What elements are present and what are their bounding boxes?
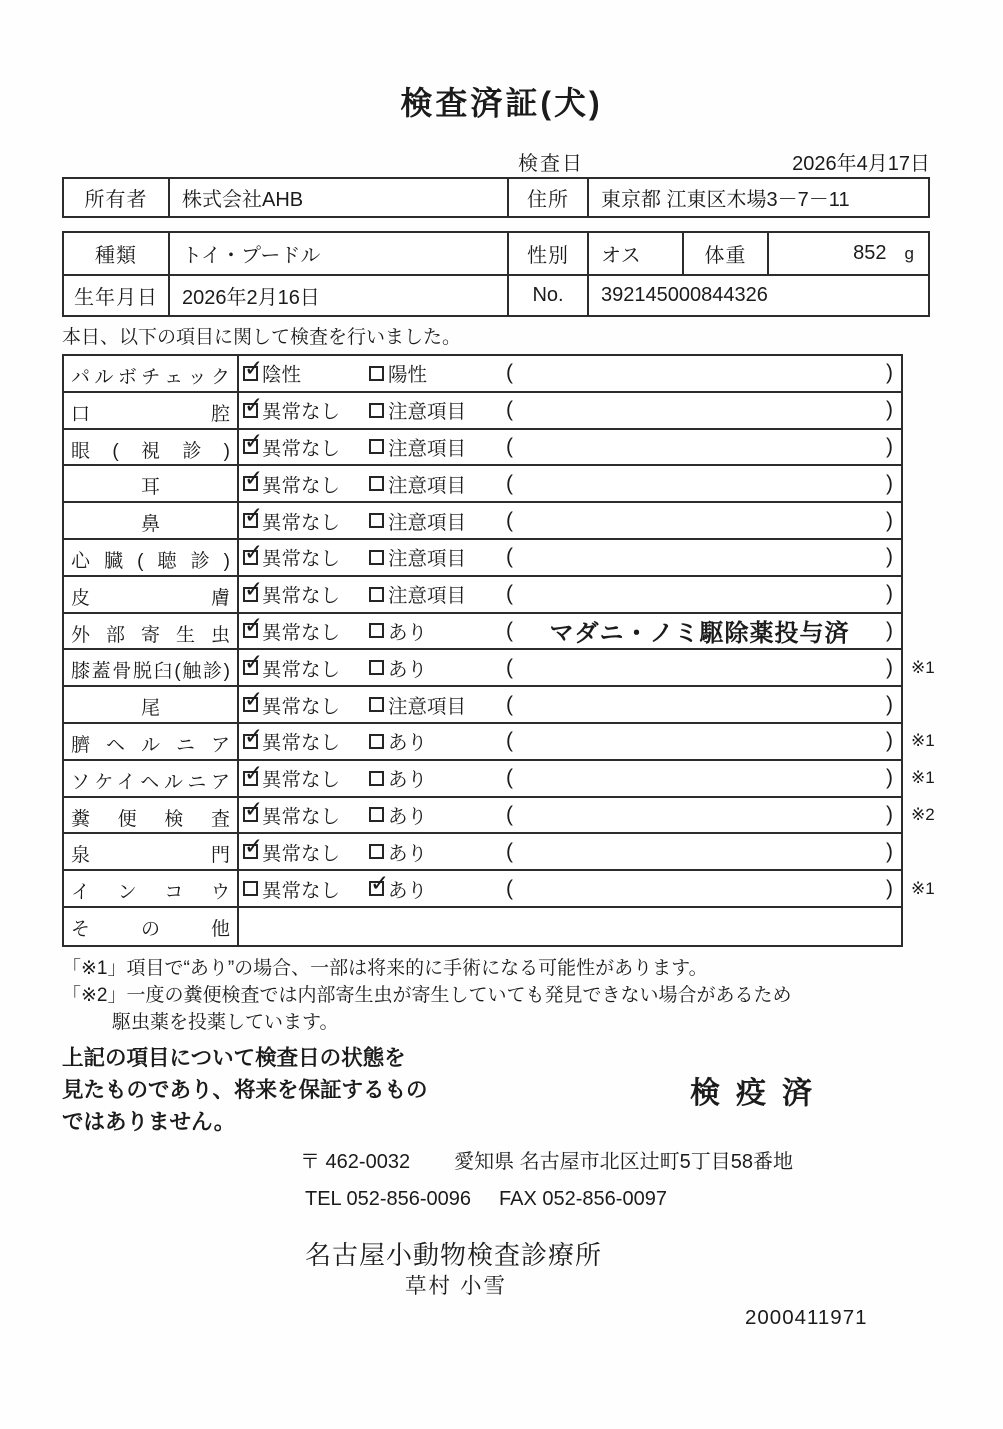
checkmark-icon: ✓	[244, 575, 264, 602]
remarks-note: マダニ・ノミ駆除薬投与済	[549, 620, 850, 648]
remarks-field	[506, 398, 901, 422]
paren-open: (	[506, 876, 513, 900]
footnote-2-line1: 「※2」一度の糞便検査では内部寄生虫が寄生していても発見できない場合があるため	[62, 984, 792, 1006]
checkmark-icon: ✓	[244, 391, 264, 418]
paren-open: (	[506, 545, 513, 569]
item-label: 鼻	[64, 503, 239, 538]
checkbox-empty-icon	[369, 660, 384, 675]
checkbox-empty-icon	[369, 439, 384, 454]
option	[243, 538, 369, 571]
checkbox-empty-icon	[369, 734, 384, 749]
paren-close: )	[886, 839, 893, 863]
option	[243, 502, 369, 535]
option	[369, 870, 506, 903]
option	[243, 575, 369, 608]
address-label: 住所	[507, 179, 587, 216]
weight-value: 852	[853, 242, 887, 264]
option-label: 異常なし	[262, 621, 341, 644]
checkmark-icon: ✓	[244, 465, 264, 492]
item-result	[239, 834, 901, 869]
remarks-field	[506, 613, 901, 648]
item-label: ソケイヘルニア	[64, 761, 239, 796]
item-result	[239, 540, 901, 575]
option-label: あり	[388, 732, 428, 755]
checkbox-checked-icon	[243, 686, 264, 713]
checkmark-icon: ✓	[244, 612, 264, 639]
checklist-row	[64, 356, 901, 393]
checklist-row	[64, 430, 901, 467]
option-label: 陰性	[262, 364, 302, 387]
checkbox-checked-icon	[243, 538, 264, 565]
paren-open: (	[506, 508, 513, 532]
option	[369, 359, 506, 387]
option	[243, 796, 369, 829]
option-label: 異常なし	[262, 732, 341, 755]
checkbox-empty-icon	[369, 366, 384, 381]
item-result	[239, 430, 901, 465]
option	[243, 722, 369, 755]
paren-close: )	[886, 434, 893, 458]
paren-close: )	[886, 398, 893, 422]
remarks-field	[506, 729, 901, 753]
item-result	[239, 356, 901, 391]
sex-value: オス	[587, 233, 682, 274]
checkmark-icon: ✓	[244, 722, 264, 749]
checkbox-checked-icon	[243, 428, 264, 455]
checkmark-icon: ✓	[244, 538, 264, 565]
checklist-row	[64, 466, 901, 503]
option-label: 異常なし	[262, 805, 341, 828]
clinic-tel: TEL 052-856-0096	[305, 1187, 472, 1210]
option-label: 異常なし	[262, 769, 341, 792]
item-result	[239, 614, 901, 649]
checkbox-empty-icon	[369, 513, 384, 528]
checkbox-empty-icon	[369, 697, 384, 712]
option	[369, 691, 506, 719]
option	[243, 428, 369, 461]
option	[243, 649, 369, 682]
checkbox-empty-icon	[369, 771, 384, 786]
remarks-field	[506, 472, 901, 496]
item-result	[239, 393, 901, 428]
option-label: あり	[388, 621, 428, 644]
item-label: 膝蓋骨脱臼(触診)	[64, 650, 239, 685]
option-label: 注意項目	[388, 401, 467, 424]
checklist-row	[64, 393, 901, 430]
checkbox-checked-icon	[243, 722, 264, 749]
paren-open: (	[506, 398, 513, 422]
option	[243, 686, 369, 719]
checkbox-checked-icon	[243, 612, 264, 639]
footnote-ref: ※1	[911, 878, 935, 898]
item-label: 心臓(聴診)	[64, 540, 239, 575]
clinic-name: 名古屋小動物検査診療所	[305, 1239, 603, 1270]
checklist-row	[64, 834, 901, 871]
owner-table	[62, 177, 930, 218]
option	[243, 759, 369, 792]
checkmark-icon: ✓	[244, 428, 264, 455]
document-title: 検査済証(犬)	[400, 85, 603, 121]
item-result	[239, 908, 901, 945]
option	[243, 465, 369, 498]
serial-number: 2000411971	[745, 1305, 868, 1329]
item-label: 尾	[64, 687, 239, 722]
footnote-2-line2: 駆虫薬を投薬しています。	[112, 1011, 339, 1033]
checkmark-icon: ✓	[244, 686, 264, 713]
exam-date-label: 検査日	[518, 152, 584, 175]
option	[243, 875, 369, 903]
option	[369, 838, 506, 866]
option	[369, 727, 506, 755]
item-result	[239, 724, 901, 759]
checkmark-icon: ✓	[244, 502, 264, 529]
option-label: 注意項目	[388, 474, 467, 497]
item-label: 外部寄生虫	[64, 614, 239, 649]
option	[243, 391, 369, 424]
sex-label: 性別	[507, 233, 587, 274]
paren-close: )	[886, 655, 893, 679]
option-label: あり	[388, 879, 428, 902]
breed-label: 種類	[95, 245, 137, 267]
option-label: 注意項目	[388, 695, 467, 718]
pet-table	[62, 231, 930, 317]
remarks-field	[506, 803, 901, 827]
option-label: 異常なし	[262, 401, 341, 424]
paren-close: )	[886, 729, 893, 753]
item-result	[239, 761, 901, 796]
paren-close: )	[886, 361, 893, 385]
remarks-field	[506, 361, 901, 385]
remarks-field	[506, 877, 901, 901]
footnote-ref: ※1	[911, 768, 935, 788]
paren-open: (	[506, 729, 513, 753]
footnote-ref: ※2	[911, 804, 935, 824]
option-label: あり	[388, 658, 428, 681]
option-label: 注意項目	[388, 585, 467, 608]
item-label: 泉門	[64, 834, 239, 869]
paren-open: (	[506, 618, 513, 642]
item-result	[239, 577, 901, 612]
checkbox-checked-icon	[243, 796, 264, 823]
owner-label: 所有者	[84, 189, 148, 211]
option-label: あり	[388, 805, 428, 828]
clinic-postal: 〒 462-0032	[300, 1150, 411, 1173]
checkbox-checked-icon	[243, 391, 264, 418]
checkbox-checked-icon	[243, 833, 264, 860]
paren-close: )	[886, 766, 893, 790]
footnote-1: 「※1」項目で“あり”の場合、一部は将来的に手術になる可能性があります。	[62, 957, 708, 979]
item-result	[239, 798, 901, 833]
option	[243, 354, 369, 387]
remarks-field	[506, 582, 901, 606]
option	[369, 654, 506, 682]
checkbox-checked-icon	[369, 870, 390, 897]
option-label: 異常なし	[262, 695, 341, 718]
option-label: 注意項目	[388, 437, 467, 460]
option-label: 異常なし	[262, 879, 341, 902]
clinic-address-line	[300, 1146, 930, 1173]
disclaimer-line: 上記の項目について検査日の状態を	[62, 1045, 406, 1070]
option-label: あり	[388, 842, 428, 865]
paren-open: (	[506, 434, 513, 458]
checklist-row	[64, 577, 901, 614]
item-result	[239, 503, 901, 538]
option	[369, 396, 506, 424]
checkbox-checked-icon	[243, 575, 264, 602]
checkbox-checked-icon	[243, 649, 264, 676]
item-label: 眼(視診)	[64, 430, 239, 465]
checkbox-empty-icon	[369, 807, 384, 822]
option-label: 異常なし	[262, 585, 341, 608]
remarks-field	[506, 509, 901, 533]
clinic-address: 愛知県 名古屋市北区辻町5丁目58番地	[454, 1150, 794, 1173]
item-label: 臍ヘルニア	[64, 724, 239, 759]
option	[369, 764, 506, 792]
remarks-field	[506, 840, 901, 864]
checklist-row	[64, 649, 935, 687]
option	[369, 507, 506, 535]
paren-open: (	[506, 692, 513, 716]
checkbox-empty-icon	[369, 587, 384, 602]
option-label: 注意項目	[388, 548, 467, 571]
item-label: 耳	[64, 466, 239, 501]
no-label: No.	[507, 276, 587, 315]
no-value: 392145000844326	[587, 276, 928, 315]
disclaimer-line: 見たものであり、将来を保証するもの	[62, 1077, 428, 1102]
checkbox-empty-icon	[369, 550, 384, 565]
disclaimer-line: ではありません。	[62, 1109, 236, 1134]
paren-close: )	[886, 618, 893, 642]
item-result	[239, 687, 901, 722]
option	[369, 617, 506, 645]
paren-open: (	[506, 471, 513, 495]
checkbox-empty-icon	[243, 881, 258, 896]
remarks-field	[506, 656, 901, 680]
checklist-table	[62, 354, 935, 947]
paren-close: )	[886, 508, 893, 532]
item-label: 皮膚	[64, 577, 239, 612]
item-result	[239, 871, 901, 906]
footnote-ref: ※1	[911, 731, 935, 751]
statement-line: 本日、以下の項目に関して検査を行いました。	[62, 327, 462, 348]
remarks-field	[506, 435, 901, 459]
checklist-row	[64, 796, 935, 835]
checkbox-checked-icon	[243, 759, 264, 786]
checkbox-empty-icon	[369, 623, 384, 638]
clinic-fax: FAX 052-856-0097	[499, 1187, 667, 1210]
checkmark-icon: ✓	[370, 870, 390, 897]
breed-value: トイ・プードル	[168, 233, 507, 274]
weight-unit: g	[904, 243, 914, 263]
checkmark-icon: ✓	[244, 833, 264, 860]
checkbox-checked-icon	[243, 354, 264, 381]
option-label: 陽性	[388, 364, 428, 387]
paren-open: (	[506, 655, 513, 679]
option	[369, 580, 506, 608]
checkmark-icon: ✓	[244, 649, 264, 676]
option	[243, 612, 369, 645]
quarantine-stamp: 検疫済	[690, 1076, 828, 1110]
item-result	[239, 650, 901, 685]
disclaimer-and-stamp	[62, 1042, 928, 1138]
exam-date-value: 2026年4月17日	[792, 152, 930, 175]
owner-value: 株式会社AHB	[168, 179, 507, 216]
checklist-row	[64, 687, 901, 724]
checkbox-empty-icon	[369, 844, 384, 859]
item-label: その他	[64, 908, 239, 945]
footnote-ref: ※1	[911, 657, 935, 677]
paren-close: )	[886, 582, 893, 606]
checkbox-empty-icon	[369, 476, 384, 491]
paren-close: )	[886, 545, 893, 569]
option-label: 異常なし	[262, 548, 341, 571]
paren-close: )	[886, 692, 893, 716]
disclaimer-text	[62, 1042, 428, 1138]
option-label: あり	[388, 769, 428, 792]
paren-open: (	[506, 582, 513, 606]
paren-open: (	[506, 802, 513, 826]
checklist-row	[64, 614, 901, 651]
item-label: 口腔	[64, 393, 239, 428]
exam-date-row	[62, 148, 930, 174]
option-label: 異常なし	[262, 511, 341, 534]
address-value: 東京都 江東区木場3－7－11	[587, 179, 928, 216]
paren-open: (	[506, 766, 513, 790]
checkmark-icon: ✓	[244, 759, 264, 786]
checkbox-checked-icon	[243, 502, 264, 529]
item-label: パルボチェック	[64, 356, 239, 391]
checklist-row	[64, 908, 901, 945]
checkmark-icon: ✓	[244, 796, 264, 823]
birth-value: 2026年2月16日	[168, 276, 507, 315]
option-label: 異常なし	[262, 474, 341, 497]
option	[369, 470, 506, 498]
option-label: 異常なし	[262, 842, 341, 865]
paren-close: )	[886, 471, 893, 495]
option-label: 異常なし	[262, 437, 341, 460]
footnotes-block	[62, 955, 930, 1036]
remarks-field	[506, 766, 901, 790]
weight-value-cell	[767, 233, 928, 274]
checklist-row	[64, 722, 935, 761]
examiner-name: 草村 小雪	[405, 1273, 507, 1298]
option	[243, 833, 369, 866]
birth-label: 生年月日	[74, 287, 158, 309]
option	[369, 433, 506, 461]
checklist-row	[64, 870, 935, 908]
weight-label: 体重	[682, 233, 767, 274]
option	[369, 801, 506, 829]
option-label: 異常なし	[262, 658, 341, 681]
item-label: 糞便検査	[64, 798, 239, 833]
option	[369, 543, 506, 571]
clinic-phone-line	[305, 1186, 930, 1213]
checkbox-checked-icon	[243, 465, 264, 492]
checklist-row	[64, 540, 901, 577]
item-result	[239, 466, 901, 501]
paren-open: (	[506, 839, 513, 863]
remarks-field	[506, 693, 901, 717]
paren-close: )	[886, 802, 893, 826]
checklist-row	[64, 503, 901, 540]
paren-close: )	[886, 876, 893, 900]
remarks-field	[506, 545, 901, 569]
checkbox-empty-icon	[369, 403, 384, 418]
option-label: 注意項目	[388, 511, 467, 534]
paren-open: (	[506, 361, 513, 385]
checkmark-icon: ✓	[244, 354, 264, 381]
checklist-row	[64, 759, 935, 798]
item-label: インコウ	[64, 871, 239, 906]
